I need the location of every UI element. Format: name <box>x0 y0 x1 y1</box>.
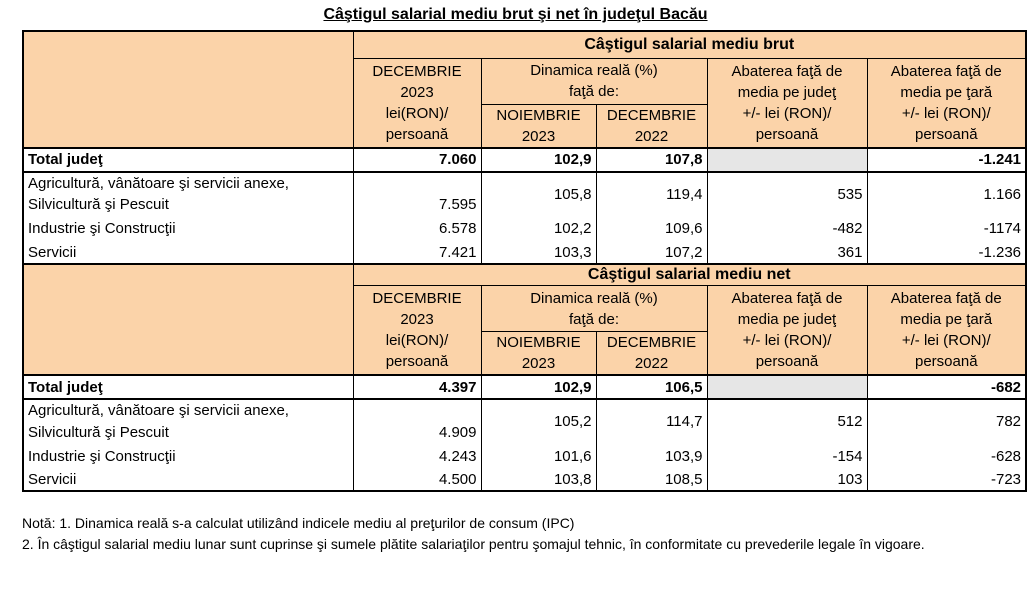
total-label: Total judeţ <box>23 148 353 172</box>
header-country-deviation: Abaterea faţă de media pe ţară +/- lei (RON)/ persoană <box>867 286 1026 376</box>
footnote-2: 2. În câştigul salarial mediu lunar sunt cuprinse şi sumele plătite salariaţilor pentru şomajul tehnic, în conformitate cu prevederile legale în vigoare. <box>22 536 925 552</box>
section-title-net: Câştigul salarial mediu net <box>353 264 1026 286</box>
header-dec-2022: DECEMBRIE 2022 <box>596 104 707 148</box>
table-row: Servicii 4.500 103,8 108,5 103 -723 <box>23 469 1026 491</box>
header-county-deviation: Abaterea faţă de media pe judeţ +/- lei (RON)/ persoană <box>707 286 867 376</box>
section-title-brut: Câştigul salarial mediu brut <box>353 31 1026 58</box>
salary-table: Câştigul salarial mediu brut DECEMBRIE 2023 lei(RON)/ persoană Dinamica reală (%) faţă de: Abaterea faţă de media pe judeţ +/- lei (RON)/ persoană Abaterea faţă de media pe ţară +/- lei (RON)/ persoană NOIEMBRIE 2023 DECEMBRIE 2022 Total judeţ 7.060 102,9 107,8 -1.241 Agricultură, vânătoare şi servicii anexe, 105,8 119,4 535 1.166 Silvicultură şi Pescuit 7.595 Industrie şi Construcţii 6.578 102,2 109,6 -482 -1174 Servicii 7.421 103,3 107,2 361 -1.236 Câştigul salarial mediu net DECEMBRIE 2023 lei(RON)/ persoană Dinamica reală (%) faţă de: Abaterea faţă de media pe judeţ +/- lei (RON)/ persoană Abaterea faţă de media pe ţară +/- lei (RON)/ persoană NOIEMBRIE 2023 DECEMBRIE 2022 Total judeţ 4.397 102,9 106,5 -682 Agricultură, vânătoare şi servicii anexe, 105,2 114,7 512 782 Silvicultură şi Pescuit 4.909 Industrie şi Construcţii 4.243 101,6 103,9 -154 -628 Servicii 4.500 103,8 108,5 103 -723 <box>22 30 1027 492</box>
header-county-deviation: Abaterea faţă de media pe judeţ +/- lei (RON)/ persoană <box>707 58 867 148</box>
section-header-row <box>23 264 1026 286</box>
header-nov-2023: NOIEMBRIE 2023 <box>481 104 596 148</box>
total-row: Total judeţ 7.060 102,9 107,8 -1.241 <box>23 148 1026 172</box>
total-row: Total judeţ 4.397 102,9 106,5 -682 <box>23 375 1026 399</box>
header-dec-2022: DECEMBRIE 2022 <box>596 332 707 376</box>
header-month: DECEMBRIE 2023 lei(RON)/ persoană <box>353 286 481 376</box>
table-row: Agricultură, vânătoare şi servicii anexe, 105,2 114,7 512 782 <box>23 399 1026 421</box>
header-month: DECEMBRIE 2023 lei(RON)/ persoană <box>353 58 481 148</box>
table-row: Industrie şi Construcţii 6.578 102,2 109,6 -482 -1174 <box>23 216 1026 242</box>
header-blank-cell <box>23 31 353 148</box>
header-nov-2023: NOIEMBRIE 2023 <box>481 332 596 376</box>
section-header-row <box>23 31 1026 58</box>
footnote-1: Notă: 1. Dinamica reală s-a calculat utilizând indicele mediu al preţurilor de consum (IPC) <box>22 515 575 531</box>
footnotes <box>22 513 1022 555</box>
page-title: Câştigul salarial mediu brut şi net în judeţul Bacău <box>323 6 708 23</box>
total-label: Total judeţ <box>23 375 353 399</box>
table-row: Servicii 7.421 103,3 107,2 361 -1.236 <box>23 242 1026 264</box>
header-country-deviation: Abaterea faţă de media pe ţară +/- lei (RON)/ persoană <box>867 58 1026 148</box>
header-blank-cell <box>23 264 353 376</box>
table-row: Industrie şi Construcţii 4.243 101,6 103,9 -154 -628 <box>23 443 1026 469</box>
table-row: Agricultură, vânătoare şi servicii anexe, 105,8 119,4 535 1.166 <box>23 172 1026 194</box>
header-dynamics: Dinamica reală (%) faţă de: <box>481 58 707 104</box>
header-dynamics: Dinamica reală (%) faţă de: <box>481 286 707 332</box>
